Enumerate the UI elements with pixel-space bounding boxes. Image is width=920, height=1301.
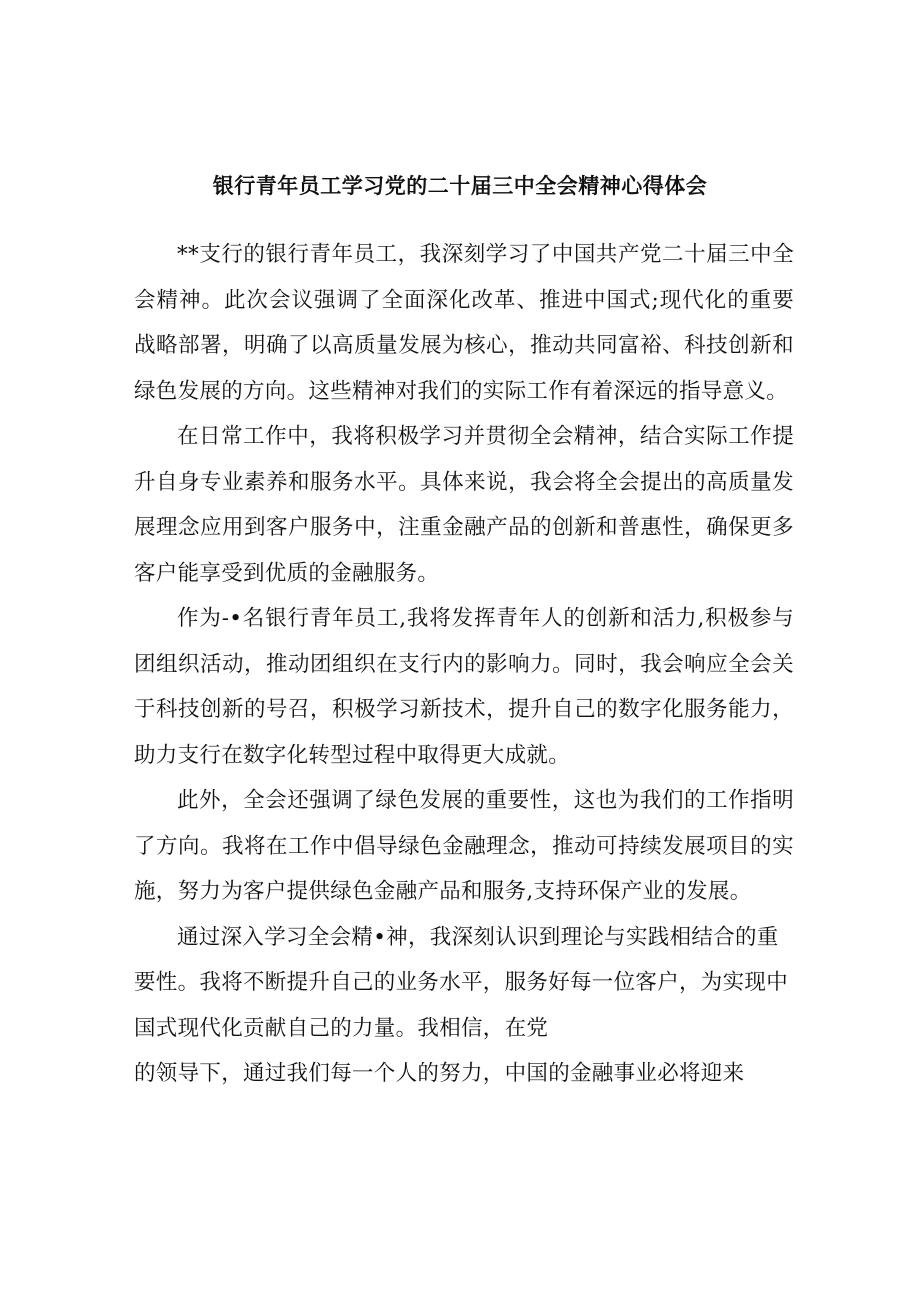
paragraph-5: 通过深入学习全会精•神，我深刻认识到理论与实践相结合的重要性。我将不断提升自己的业务水平，服务好每一位客户，为实现中国式现代化贡献自己的力量。我相信，在党 [134, 924, 789, 1041]
paragraph-2: 在日常工作中，我将积极学习并贯彻全会精神，结合实际工作提升自身专业素养和服务水平。具体来说，我会将全会提出的高质量发展理念应用到客户服务中，注重金融产品的创新和普惠性，确保更多客户能享受到优质的金融服务。 [134, 424, 794, 586]
paragraph-1: **支行的银行青年员工，我深刻学习了中国共产党二十届三中全会精神。此次会议强调了全面深化改革、推进中国式;现代化的重要战略部署，明确了以高质量发展为核心，推动共同富裕、科技创新和绿色发展的方向。这些精神对我们的实际工作有着深远的指导意义。 [134, 242, 794, 404]
paragraph-4: 此外，全会还强调了绿色发展的重要性，这也为我们的工作指明了方向。我将在工作中倡导绿色金融理念，推动可持续发展项目的实施，努力为客户提供绿色金融产品和服务,支持环保产业的发展。 [134, 788, 794, 904]
paragraph-3: 作为-•名银行青年员工,我将发挥青年人的创新和活力,积极参与团组织活动，推动团组织在支行内的影响力。同时，我会响应全会关于科技创新的号召，积极学习新技术，提升自己的数字化服务能力，助力支行在数字化转型过程中取得更大成就。 [134, 606, 794, 768]
document-title: 银行青年员工学习党的二十届三中全会精神心得体会 [212, 173, 708, 198]
document-body [134, 232, 794, 1097]
paragraph-5-continuation: 的领导下，通过我们每一个人的努力，中国的金融事业必将迎来 [134, 1061, 745, 1086]
